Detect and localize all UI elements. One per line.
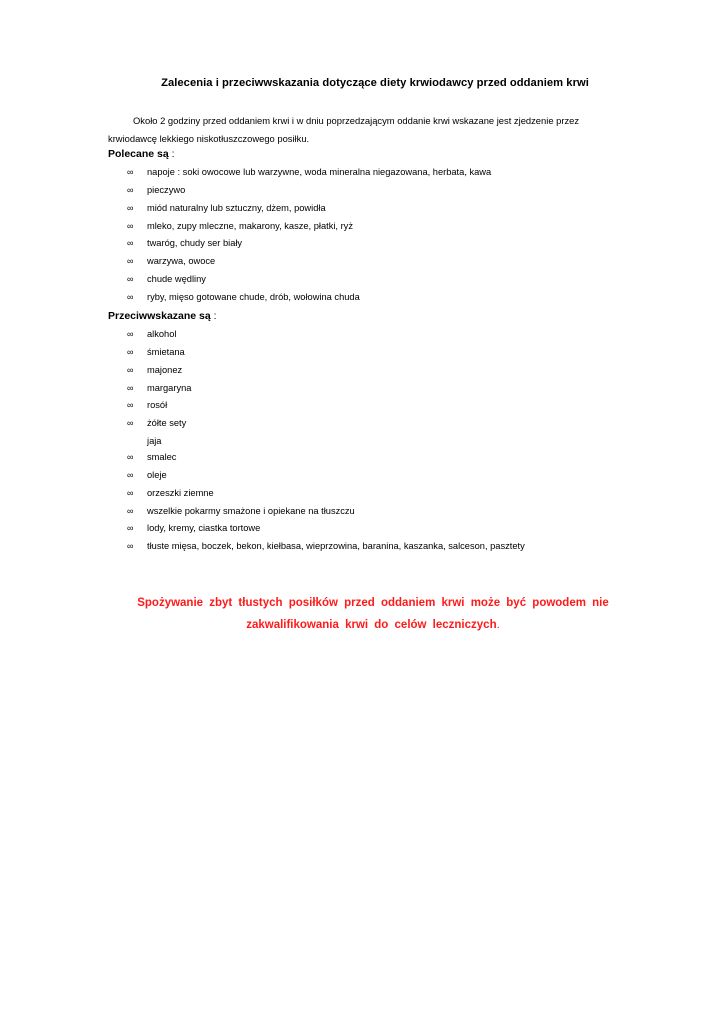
warning-line-2: zakwalifikowania krwi do celów leczniczych [246, 619, 497, 631]
infinity-bullet-icon: ∞ [127, 346, 134, 357]
list-item-text: margaryna [147, 382, 192, 393]
list-item [127, 380, 525, 398]
list-item-text: żółte sety [147, 418, 187, 429]
recommended-heading-colon: : [168, 148, 175, 160]
intro-line-2: krwiodawcę lekkiego niskotłuszczowego posiłku. [108, 133, 310, 144]
infinity-bullet-icon: ∞ [127, 291, 134, 302]
warning-line-1: Spożywanie zbyt tłustych posiłków przed oddaniem krwi może być powodem nie [137, 597, 609, 609]
infinity-bullet-icon: ∞ [127, 238, 134, 249]
recommended-heading [108, 148, 175, 160]
infinity-bullet-icon: ∞ [127, 487, 134, 498]
list-item-text: tłuste mięsa, boczek, bekon, kiełbasa, wieprzowina, baranina, kaszanka, salceson, pasztety [147, 541, 525, 552]
list-item-text: lody, kremy, ciastka tortowe [147, 523, 261, 534]
list-item [127, 200, 491, 218]
infinity-bullet-icon: ∞ [127, 274, 134, 285]
list-item-text: pieczywo [147, 184, 186, 195]
warning-note [98, 592, 648, 636]
infinity-bullet-icon: ∞ [127, 523, 134, 534]
infinity-bullet-icon: ∞ [127, 469, 134, 480]
contraindicated-heading-colon: : [210, 310, 217, 322]
list-item-text: rosół [147, 400, 168, 411]
infinity-bullet-icon: ∞ [127, 364, 134, 375]
list-item-continuation [127, 433, 525, 449]
list-item-text: majonez [147, 364, 183, 375]
list-item-text: oleje [147, 469, 167, 480]
infinity-bullet-icon: ∞ [127, 541, 134, 552]
list-item [127, 485, 525, 503]
list-item [127, 235, 491, 253]
list-item [127, 415, 525, 433]
list-item [127, 164, 491, 182]
intro-paragraph [108, 112, 640, 148]
list-item [127, 218, 491, 236]
list-item [127, 253, 491, 271]
list-item [127, 467, 525, 485]
list-item-text: śmietana [147, 346, 185, 357]
list-item-text: orzeszki ziemne [147, 487, 214, 498]
infinity-bullet-icon: ∞ [127, 382, 134, 393]
infinity-bullet-icon: ∞ [127, 505, 134, 516]
list-item [127, 344, 525, 362]
list-item [127, 503, 525, 521]
list-item [127, 520, 525, 538]
list-item [127, 271, 491, 289]
infinity-bullet-icon: ∞ [127, 418, 134, 429]
infinity-bullet-icon: ∞ [127, 329, 134, 339]
list-item-text: warzywa, owoce [147, 256, 216, 267]
infinity-bullet-icon: ∞ [127, 256, 134, 267]
list-item-text: chude wędliny [147, 274, 206, 285]
infinity-bullet-icon: ∞ [127, 400, 134, 411]
list-item-text: mleko, zupy mleczne, makarony, kasze, płatki, ryż [147, 220, 353, 231]
document-title: Zalecenia i przeciwwskazania dotyczące diety krwiodawcy przed oddaniem krwi [161, 77, 589, 89]
infinity-bullet-icon: ∞ [127, 220, 134, 231]
list-item-text: smalec [147, 452, 177, 463]
list-item [127, 182, 491, 200]
recommended-heading-text: Polecane są [108, 148, 169, 160]
contraindicated-list [127, 326, 525, 556]
recommended-list [127, 164, 491, 307]
list-item-text: ryby, mięso gotowane chude, drób, wołowina chuda [147, 291, 360, 302]
list-item [127, 538, 525, 556]
infinity-bullet-icon: ∞ [127, 202, 134, 213]
list-item-text: twaróg, chudy ser biały [147, 238, 243, 249]
list-item [127, 289, 491, 307]
infinity-bullet-icon: ∞ [127, 167, 134, 177]
contraindicated-heading-text: Przeciwwskazane są [108, 310, 211, 322]
list-item-text: alkohol [147, 329, 177, 339]
contraindicated-heading [108, 310, 217, 322]
warning-period: . [496, 619, 500, 631]
list-item-text: miód naturalny lub sztuczny, dżem, powidła [147, 202, 326, 213]
intro-line-1: Około 2 godziny przed oddaniem krwi i w dniu poprzedzającym oddanie krwi wskazane jest zjedzenie przez [133, 115, 580, 126]
list-item [127, 449, 525, 467]
list-item-text: wszelkie pokarmy smażone i opiekane na tłuszczu [147, 505, 355, 516]
infinity-bullet-icon: ∞ [127, 184, 134, 195]
list-item-text: jaja [147, 436, 162, 447]
list-item-text: napoje : soki owocowe lub warzywne, woda mineralna niegazowana, herbata, kawa [147, 167, 492, 177]
infinity-bullet-icon: ∞ [127, 452, 134, 463]
list-item [127, 326, 525, 344]
list-item [127, 397, 525, 415]
list-item [127, 362, 525, 380]
